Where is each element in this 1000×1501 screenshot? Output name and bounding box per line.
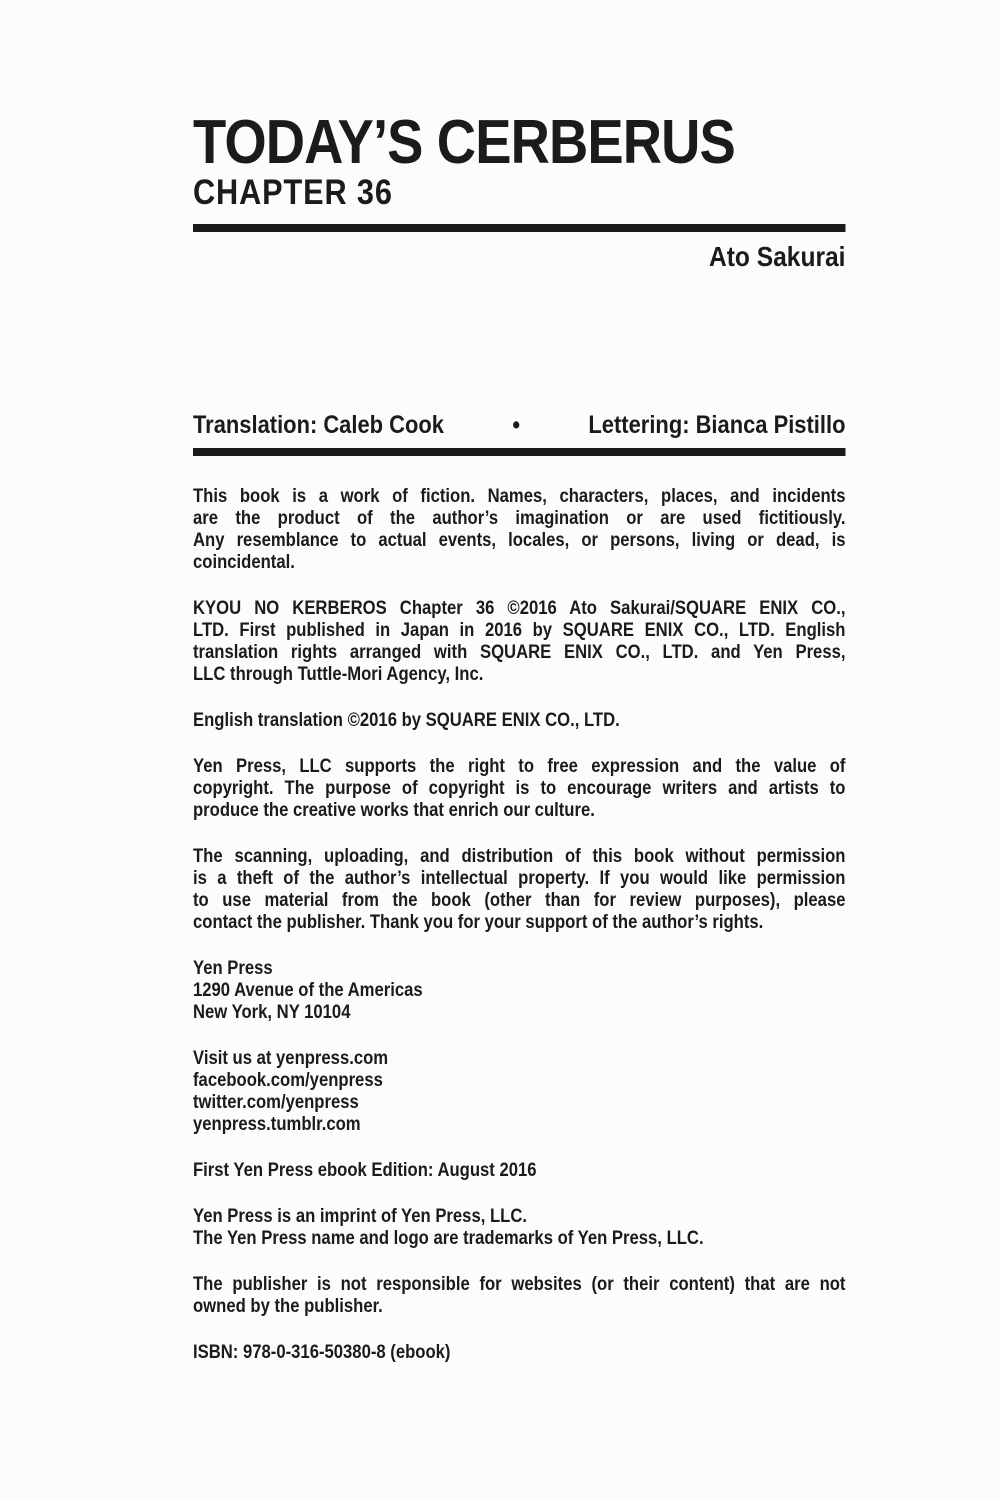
fiction-disclaimer-line-4: coincidental.	[193, 552, 295, 573]
copyright-translation	[193, 710, 845, 732]
website-disclaimer-line-1: The publisher is not responsible for websites (or their content) that are not	[193, 1274, 846, 1295]
website-disclaimer-line-2: owned by the publisher.	[193, 1296, 383, 1317]
imprint-info-line-1: Yen Press is an imprint of Yen Press, LLC.	[193, 1206, 528, 1227]
publisher-links-line-4: yenpress.tumblr.com	[193, 1114, 361, 1135]
publisher-address-line-3: New York, NY 10104	[193, 1002, 351, 1023]
scanning-notice-line-2: is a theft of the author’s intellectual property. If you would like permission	[193, 868, 846, 889]
copyright-original-line-4: LLC through Tuttle-Mori Agency, Inc.	[193, 664, 484, 685]
bullet-separator-icon: •	[512, 411, 521, 439]
free-expression-notice-line-1: Yen Press, LLC supports the right to free expression and the value of	[193, 756, 846, 777]
scanning-notice-line-1: The scanning, uploading, and distribution of this book without permission	[193, 846, 846, 867]
edition-info	[193, 1160, 845, 1182]
publisher-links	[193, 1048, 845, 1136]
copyright-original-line-3: translation rights arranged with SQUARE ENIX CO., LTD. and Yen Press,	[193, 642, 846, 663]
book-title: TODAY’S CERBERUS	[193, 108, 735, 177]
publisher-address-line-2: 1290 Avenue of the Americas	[193, 980, 423, 1001]
text-column	[193, 108, 846, 1388]
title-divider-rule	[193, 224, 845, 232]
isbn	[193, 1342, 845, 1364]
fiction-disclaimer-line-1: This book is a work of fiction. Names, characters, places, and incidents	[193, 486, 846, 507]
scanning-notice-line-4: contact the publisher. Thank you for your support of the author’s rights.	[193, 912, 764, 933]
fiction-disclaimer-line-2: are the product of the author’s imagination or are used fictitiously.	[193, 508, 846, 529]
copyright-original-line-1: KYOU NO KERBEROS Chapter 36 ©2016 Ato Sakurai/SQUARE ENIX CO.,	[193, 598, 846, 619]
fiction-disclaimer	[193, 486, 845, 574]
scanning-notice	[193, 846, 845, 934]
publisher-links-line-2: facebook.com/yenpress	[193, 1070, 383, 1091]
publisher-address-line-1: Yen Press	[193, 958, 273, 979]
paragraph-list	[193, 486, 845, 1364]
chapter-heading: CHAPTER 36	[193, 173, 393, 212]
scanning-notice-line-3: to use material from the book (other than for review purposes), please	[193, 890, 846, 911]
free-expression-notice-line-2: copyright. The purpose of copyright is to encourage writers and artists to	[193, 778, 846, 799]
publisher-address	[193, 958, 845, 1024]
imprint-info-line-2: The Yen Press name and logo are trademarks of Yen Press, LLC.	[193, 1228, 704, 1249]
free-expression-notice-line-3: produce the creative works that enrich our culture.	[193, 800, 595, 821]
publisher-links-line-3: twitter.com/yenpress	[193, 1092, 359, 1113]
copyright-original	[193, 598, 845, 686]
imprint-info	[193, 1206, 845, 1250]
credits-row	[193, 410, 845, 440]
credits-divider-rule	[193, 448, 845, 456]
isbn-line-1: ISBN: 978-0-316-50380-8 (ebook)	[193, 1342, 451, 1363]
fiction-disclaimer-line-3: Any resemblance to actual events, locales, or persons, living or dead, is	[193, 530, 846, 551]
translation-credit: Translation: Caleb Cook	[193, 411, 444, 439]
author-name: Ato Sakurai	[709, 241, 846, 272]
lettering-credit: Lettering: Bianca Pistillo	[588, 411, 846, 439]
website-disclaimer	[193, 1274, 845, 1318]
free-expression-notice	[193, 756, 845, 822]
copyright-translation-line-1: English translation ©2016 by SQUARE ENIX CO., LTD.	[193, 710, 620, 731]
copyright-original-line-2: LTD. First published in Japan in 2016 by SQUARE ENIX CO., LTD. English	[193, 620, 846, 641]
edition-info-line-1: First Yen Press ebook Edition: August 2016	[193, 1160, 537, 1181]
publisher-links-line-1: Visit us at yenpress.com	[193, 1048, 389, 1069]
